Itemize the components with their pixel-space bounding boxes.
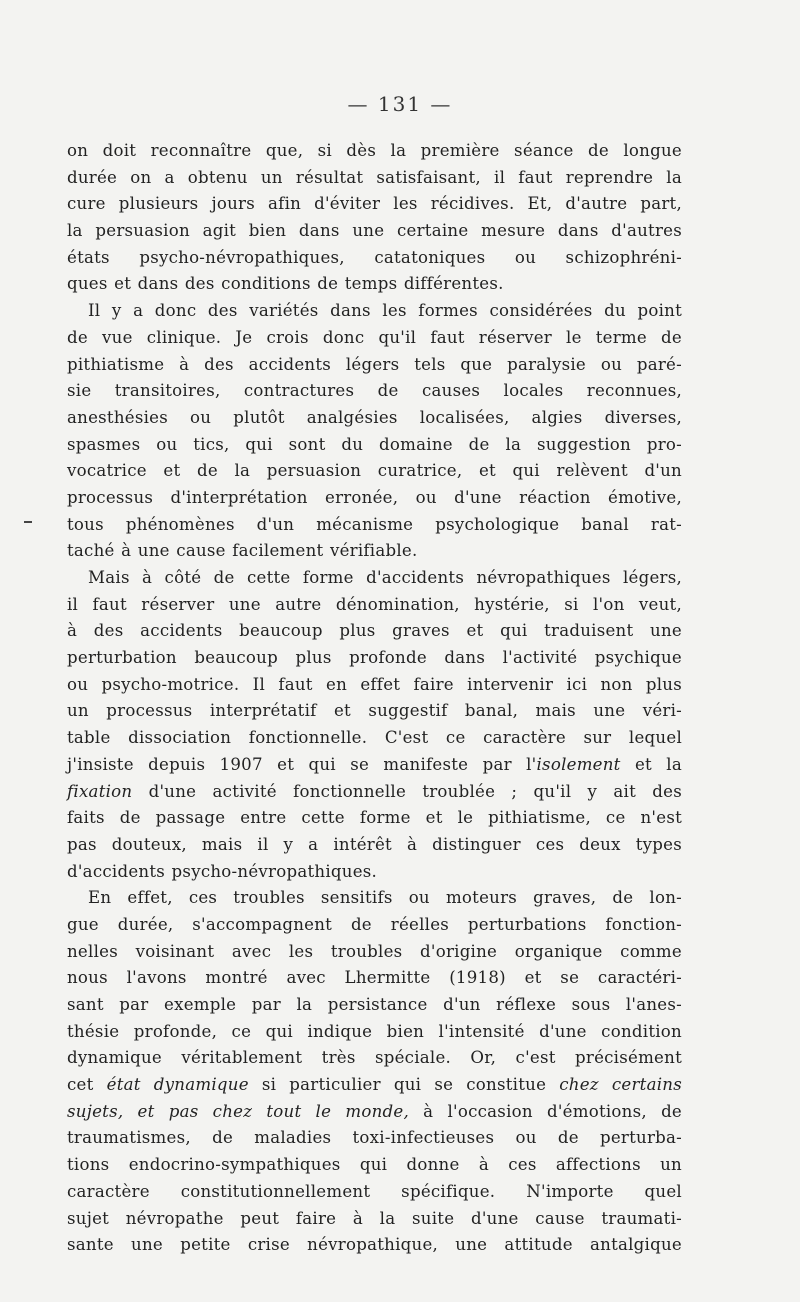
emphasis-text: isolement: [536, 754, 621, 774]
text-line: [67, 1045, 682, 1072]
emphasis-text: sujets, et pas chez tout le monde,: [67, 1101, 409, 1121]
text-line: [67, 805, 682, 832]
emphasis-text: état dynamique: [106, 1075, 249, 1095]
text-segment: un processus interprétatif et suggestif banal, mais une véri-: [67, 701, 682, 721]
text-segment: perturbation beaucoup plus profonde dans l'activité psychique: [67, 648, 682, 668]
text-segment: on doit reconnaître que, si dès la première séance de longue: [67, 141, 682, 160]
text-segment: spasmes ou tics, qui sont du domaine de la suggestion pro-: [67, 434, 682, 454]
text-line: [67, 698, 682, 725]
text-line: [67, 191, 682, 218]
text-segment: dynamique véritablement très spéciale. Or, c'est précisément: [67, 1048, 682, 1068]
text-line: [67, 912, 682, 939]
text-segment: processus d'interprétation erronée, ou d'une réaction émotive,: [67, 487, 682, 507]
text-line: [67, 378, 682, 405]
text-line: [67, 832, 682, 859]
text-segment: pithiatisme à des accidents légers tels que paralysie ou paré-: [67, 354, 682, 374]
text-segment: la persuasion agit bien dans une certaine mesure dans d'autres: [67, 221, 682, 241]
text-segment: ou psycho-motrice. Il faut en effet faire intervenir ici non plus: [67, 674, 682, 694]
page-number: — 131 —: [347, 92, 453, 116]
text-line: [67, 939, 682, 966]
text-line: [67, 512, 682, 539]
text-line: [67, 432, 682, 459]
text-line: [67, 218, 682, 245]
text-segment: nelles voisinant avec les troubles d'origine organique comme: [67, 941, 682, 961]
text-segment: faits de passage entre cette forme et le pithiatisme, ce n'est: [67, 808, 682, 828]
text-segment: et la: [620, 754, 683, 774]
text-line: [67, 592, 682, 619]
text-segment: sante une petite crise névropathique, une attitude antalgique: [67, 1235, 682, 1255]
text-segment: anesthésies ou plutôt analgésies localisées, algies diverses,: [67, 407, 682, 427]
text-segment: durée on a obtenu un résultat satisfaisant, il faut reprendre la: [67, 167, 682, 187]
text-segment: états psycho-névropathiques, catatoniques ou schizophréni-: [67, 247, 682, 267]
text-line: [67, 1152, 682, 1179]
text-line: [67, 1179, 682, 1206]
text-line: [67, 645, 682, 672]
text-line: [67, 352, 682, 379]
text-segment: caractère constitutionnellement spécifique. N'importe quel: [67, 1181, 682, 1201]
text-segment: table dissociation fonctionnelle. C'est ce caractère sur lequel: [67, 728, 682, 748]
text-segment: j'insiste depuis 1907 et qui se manifeste par l': [67, 754, 537, 774]
text-segment: vocatrice et de la persuasion curatrice, et qui relèvent d'un: [67, 461, 682, 481]
margin-mark: [24, 521, 32, 523]
text-line: [67, 165, 682, 192]
text-segment: il faut réserver une autre dénomination, hystérie, si l'on veut,: [67, 594, 682, 614]
text-segment: sujet névropathe peut faire à la suite d'une cause traumati-: [67, 1208, 682, 1228]
text-line: [67, 1125, 682, 1152]
text-segment: cure plusieurs jours afin d'éviter les récidives. Et, d'autre part,: [67, 194, 682, 214]
text-line: [67, 725, 682, 752]
text-segment: En effet, ces troubles sensitifs ou moteurs graves, de lon-: [88, 888, 682, 908]
text-line: [67, 245, 682, 272]
text-line: [67, 1099, 682, 1126]
emphasis-text: fixation: [67, 781, 133, 801]
text-segment: traumatismes, de maladies toxi-infectieuses ou de perturba-: [67, 1128, 682, 1148]
text-line: [67, 752, 682, 779]
text-segment: tous phénomènes d'un mécanisme psychologique banal rat-: [67, 514, 682, 534]
text-segment: à des accidents beaucoup plus graves et qui traduisent une: [67, 621, 682, 641]
text-segment: tions endocrino-sympathiques qui donne à ces affections un: [67, 1155, 682, 1175]
text-line: [67, 965, 682, 992]
text-line: [67, 138, 682, 165]
text-segment: taché à une cause facilement vérifiable.: [67, 541, 418, 561]
text-segment: pas douteux, mais il y a intérêt à distinguer ces deux types: [67, 834, 682, 854]
text-line: [67, 779, 682, 806]
text-segment: sant par exemple par la persistance d'un réflexe sous l'anes-: [67, 995, 682, 1014]
text-line: [67, 618, 682, 645]
text-line: [67, 458, 682, 485]
text-line: [67, 485, 682, 512]
text-segment: de vue clinique. Je crois donc qu'il faut réserver le terme de: [67, 327, 682, 347]
text-line: [67, 1206, 682, 1233]
text-segment: Mais à côté de cette forme d'accidents névropathiques légers,: [88, 568, 682, 587]
text-segment: ques et dans des conditions de temps différentes.: [67, 274, 504, 294]
text-line: [67, 298, 682, 325]
text-line: [67, 565, 682, 592]
text-segment: Il y a donc des variétés dans les formes considérées du point: [88, 301, 682, 321]
text-line: [67, 859, 682, 886]
text-line: [67, 1232, 682, 1259]
text-line: [67, 1019, 682, 1046]
text-segment: si particulier qui se constitue: [248, 1075, 560, 1095]
text-segment: sie transitoires, contractures de causes locales reconnues,: [67, 381, 682, 401]
text-line: [67, 325, 682, 352]
text-line: [67, 885, 682, 912]
text-segment: d'accidents psycho-névropathiques.: [67, 861, 378, 881]
text-segment: cet: [67, 1075, 107, 1095]
text-segment: nous l'avons montré avec Lhermitte (1918) et se caractéri-: [67, 968, 682, 988]
text-segment: d'une activité fonctionnelle troublée ; qu'il y ait des: [132, 781, 682, 801]
text-line: [67, 538, 682, 565]
text-segment: thésie profonde, ce qui indique bien l'intensité d'une condition: [67, 1021, 682, 1041]
text-line: [67, 271, 682, 298]
body-text: [67, 138, 682, 1259]
text-line: [67, 1072, 682, 1099]
text-line: [67, 672, 682, 699]
text-segment: à l'occasion d'émotions, de: [408, 1101, 683, 1121]
text-segment: gue durée, s'accompagnent de réelles perturbations fonction-: [67, 914, 682, 934]
text-line: [67, 405, 682, 432]
emphasis-text: chez certains: [559, 1075, 682, 1095]
text-line: [67, 992, 682, 1019]
